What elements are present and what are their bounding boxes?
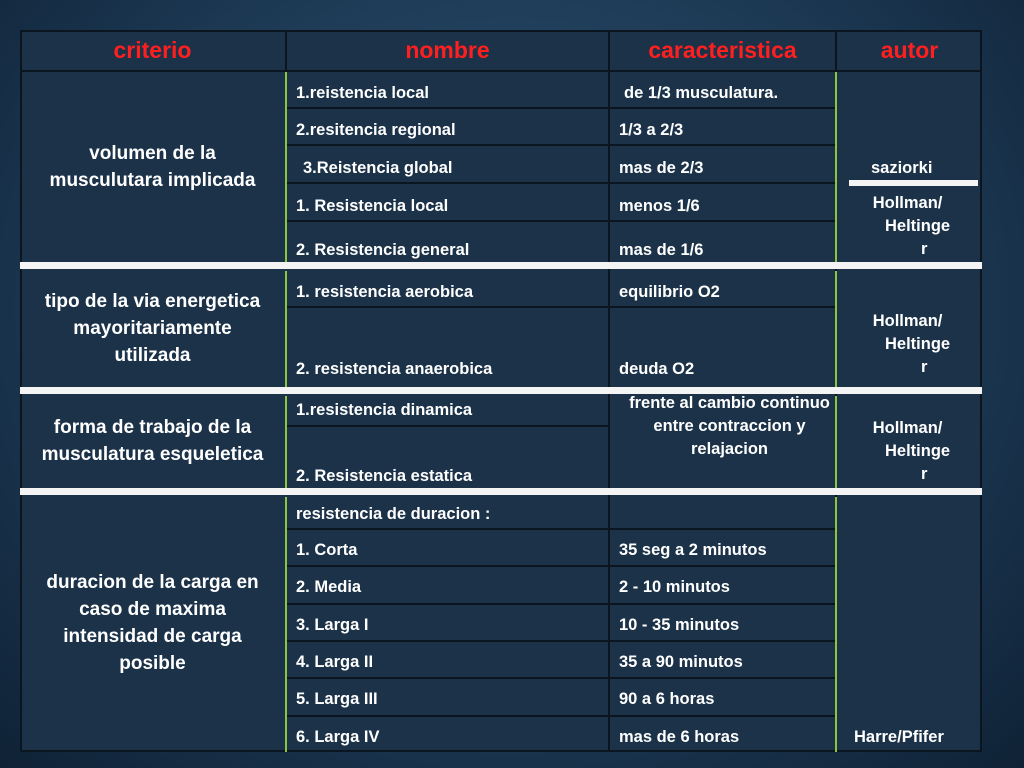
caracteristica-cell: equilibrio O2 <box>619 283 720 301</box>
header-criterio: criterio <box>113 36 192 63</box>
nombre-cell: 5. Larga III <box>296 690 378 708</box>
caracteristica-cell: 35 seg a 2 minutos <box>619 541 767 559</box>
accent-line <box>285 497 287 752</box>
nombre-cell: resistencia de duracion : <box>296 505 491 523</box>
accent-line <box>285 396 287 488</box>
nombre-cell: 6. Larga IV <box>296 728 380 746</box>
author-cell: Hollman/ Heltinge r <box>872 312 951 376</box>
criterion-forma-trabajo: forma de trabajo de la musculatura esqueletica <box>41 417 264 465</box>
section-separator <box>20 488 982 495</box>
author-cell: Hollman/ Heltinge r <box>872 419 951 483</box>
author-cell: saziorki <box>871 159 933 177</box>
nombre-cell: 2. Media <box>296 578 362 596</box>
nombre-cell: 2. Resistencia estatica <box>296 467 473 485</box>
row-divider <box>287 182 835 184</box>
nombre-cell: 1. resistencia aerobica <box>296 283 474 301</box>
row-divider <box>287 715 835 717</box>
row-divider <box>287 425 608 427</box>
caracteristica-cell: 2 - 10 minutos <box>619 578 730 596</box>
caracteristica-cell: mas de 2/3 <box>619 159 704 177</box>
accent-line <box>285 271 287 387</box>
accent-line <box>835 72 837 262</box>
row-divider <box>287 306 835 308</box>
section-separator <box>20 387 982 394</box>
nombre-cell: 2. Resistencia general <box>296 241 470 259</box>
table-border <box>20 750 982 752</box>
nombre-cell: 4. Larga II <box>296 653 374 671</box>
criterion-volumen: volumen de la musculutara implicada <box>49 143 256 191</box>
caracteristica-cell: 10 - 35 minutos <box>619 616 740 634</box>
resistance-classification-table <box>20 30 982 752</box>
nombre-cell: 2.resitencia regional <box>296 121 456 139</box>
row-divider <box>287 640 835 642</box>
header-autor: autor <box>880 36 939 63</box>
caracteristica-cell: menos 1/6 <box>619 197 700 215</box>
author-separator <box>849 180 978 186</box>
table-border <box>20 30 982 32</box>
accent-line <box>835 271 837 387</box>
criterion-tipo-via: tipo de la via energetica mayoritariamente utilizada <box>44 290 261 366</box>
row-divider <box>287 220 835 222</box>
caracteristica-cell: 90 a 6 horas <box>619 690 715 708</box>
nombre-cell: 1. Resistencia local <box>296 197 449 215</box>
author-cell: Harre/Pfifer <box>854 728 944 746</box>
caracteristica-cell: deuda O2 <box>619 360 695 378</box>
caracteristica-cell: de 1/3 musculatura. <box>624 84 779 102</box>
header-nombre: nombre <box>405 36 490 63</box>
author-cell: Hollman/ Heltinge r <box>872 194 951 258</box>
nombre-cell: 1.reistencia local <box>296 84 429 102</box>
caracteristica-cell: mas de 6 horas <box>619 728 740 746</box>
nombre-cell: 1. Corta <box>296 541 358 559</box>
caracteristica-cell: 1/3 a 2/3 <box>619 121 684 139</box>
nombre-cell: 1.resistencia dinamica <box>296 401 473 419</box>
nombre-cell: 3. Larga I <box>296 616 369 634</box>
row-divider <box>287 603 835 605</box>
header-vline <box>285 30 287 70</box>
nombre-cell: 2. resistencia anaerobica <box>296 360 493 378</box>
caracteristica-cell: frente al cambio continuo entre contraccion y relajacion <box>629 394 830 458</box>
row-divider <box>287 528 835 530</box>
accent-line <box>835 497 837 752</box>
accent-line <box>285 72 287 262</box>
caracteristica-cell: mas de 1/6 <box>619 241 704 259</box>
caracteristica-cell: 35 a 90 minutos <box>619 653 743 671</box>
accent-line <box>835 396 837 488</box>
criterion-duracion: duracion de la carga en caso de maxima intensidad de carga posible <box>46 571 259 674</box>
row-divider <box>287 144 835 146</box>
nombre-cell: 3.Reistencia global <box>303 159 453 177</box>
row-divider <box>287 565 835 567</box>
section-separator <box>20 262 982 269</box>
row-divider <box>287 107 835 109</box>
header-caracteristica: caracteristica <box>648 36 797 63</box>
row-divider <box>287 677 835 679</box>
